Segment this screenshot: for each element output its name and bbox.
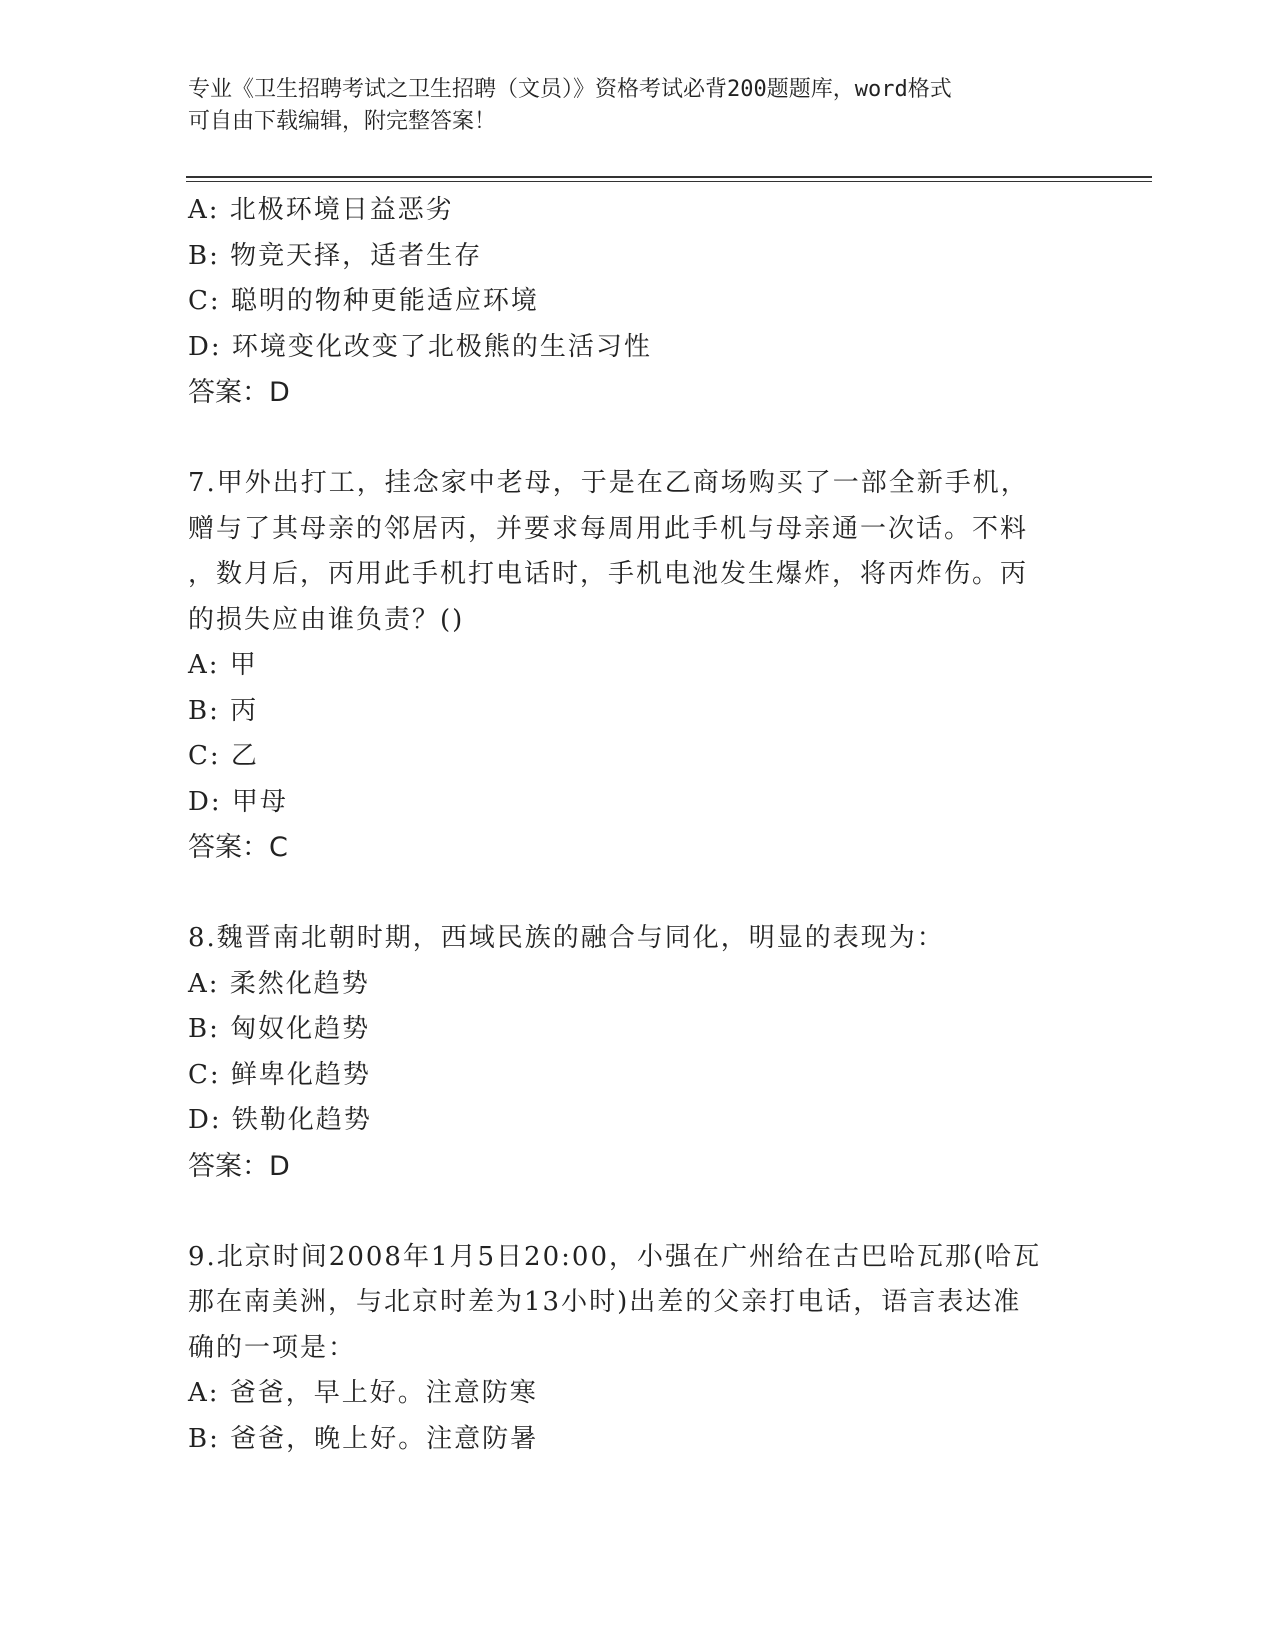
q7-stem-line-4: 的损失应由谁负责？(): [188, 604, 465, 635]
q7-option-b: B: 丙: [188, 695, 259, 726]
spacer: [188, 416, 1088, 462]
header-divider-thin: [186, 181, 1152, 182]
q8-option-a: A: 柔然化趋势: [188, 968, 370, 999]
q7-stem-line-3: ，数月后，丙用此手机打电话时，手机电池发生爆炸，将丙炸伤。丙: [188, 559, 1029, 589]
question-8: [188, 916, 1088, 1189]
spacer: [188, 871, 1088, 917]
q7-stem-line-2: 赠与了其母亲的邻居丙，并要求每周用此手机与母亲通一次话。不料: [188, 513, 1029, 544]
q9-option-b: B: 爸爸，晚上好。注意防暑: [188, 1423, 539, 1454]
q8-stem-line-1: 8.魏晋南北朝时期，西域民族的融合与同化，明显的表现为：: [188, 923, 945, 953]
q6-option-a: A: 北极环境日益恶劣: [188, 195, 454, 225]
header-line-1: 专业《卫生招聘考试之卫生招聘（文员）》资格考试必背200题题库，word格式: [188, 77, 952, 102]
q9-stem-line-1: 9.北京时间2008年1月5日20:00，小强在广州给在古巴哈瓦那(哈瓦: [188, 1241, 1042, 1272]
q7-option-a: A: 甲: [188, 650, 258, 680]
q9-option-a: A: 爸爸，早上好。注意防寒: [188, 1378, 538, 1408]
q7-option-c: C: 乙: [188, 741, 259, 771]
document-header: [188, 74, 1088, 138]
q7-stem-line-1: 7.甲外出打工，挂念家中老母，于是在乙商场购买了一部全新手机，: [188, 468, 1029, 498]
question-content: [188, 188, 1088, 1462]
q6-option-d: D: 环境变化改变了北极熊的生活习性: [188, 331, 652, 362]
q8-option-c: C: 鲜卑化趋势: [188, 1059, 371, 1090]
q6-answer: 答案：D: [188, 377, 290, 408]
q7-answer: 答案：C: [188, 832, 288, 863]
q9-stem-line-3: 确的一项是：: [188, 1332, 357, 1363]
q6-option-c: C: 聪明的物种更能适应环境: [188, 286, 539, 316]
q8-option-d: D: 铁勒化趋势: [188, 1105, 372, 1135]
question-7: [188, 461, 1088, 871]
spacer: [188, 1189, 1088, 1235]
q8-option-b: B: 匈奴化趋势: [188, 1014, 371, 1044]
header-divider-thick: [186, 176, 1152, 178]
header-line-2: 可自由下载编辑，附完整答案！: [188, 109, 497, 134]
question-9: [188, 1235, 1088, 1463]
q9-stem-line-2: 那在南美洲，与北京时差为13小时)出差的父亲打电话，语言表达准: [188, 1287, 1022, 1317]
q7-option-d: D: 甲母: [188, 786, 288, 817]
question-6: [188, 188, 1088, 416]
q6-option-b: B: 物竞天择，适者生存: [188, 240, 483, 271]
q8-answer: 答案：D: [188, 1150, 290, 1182]
